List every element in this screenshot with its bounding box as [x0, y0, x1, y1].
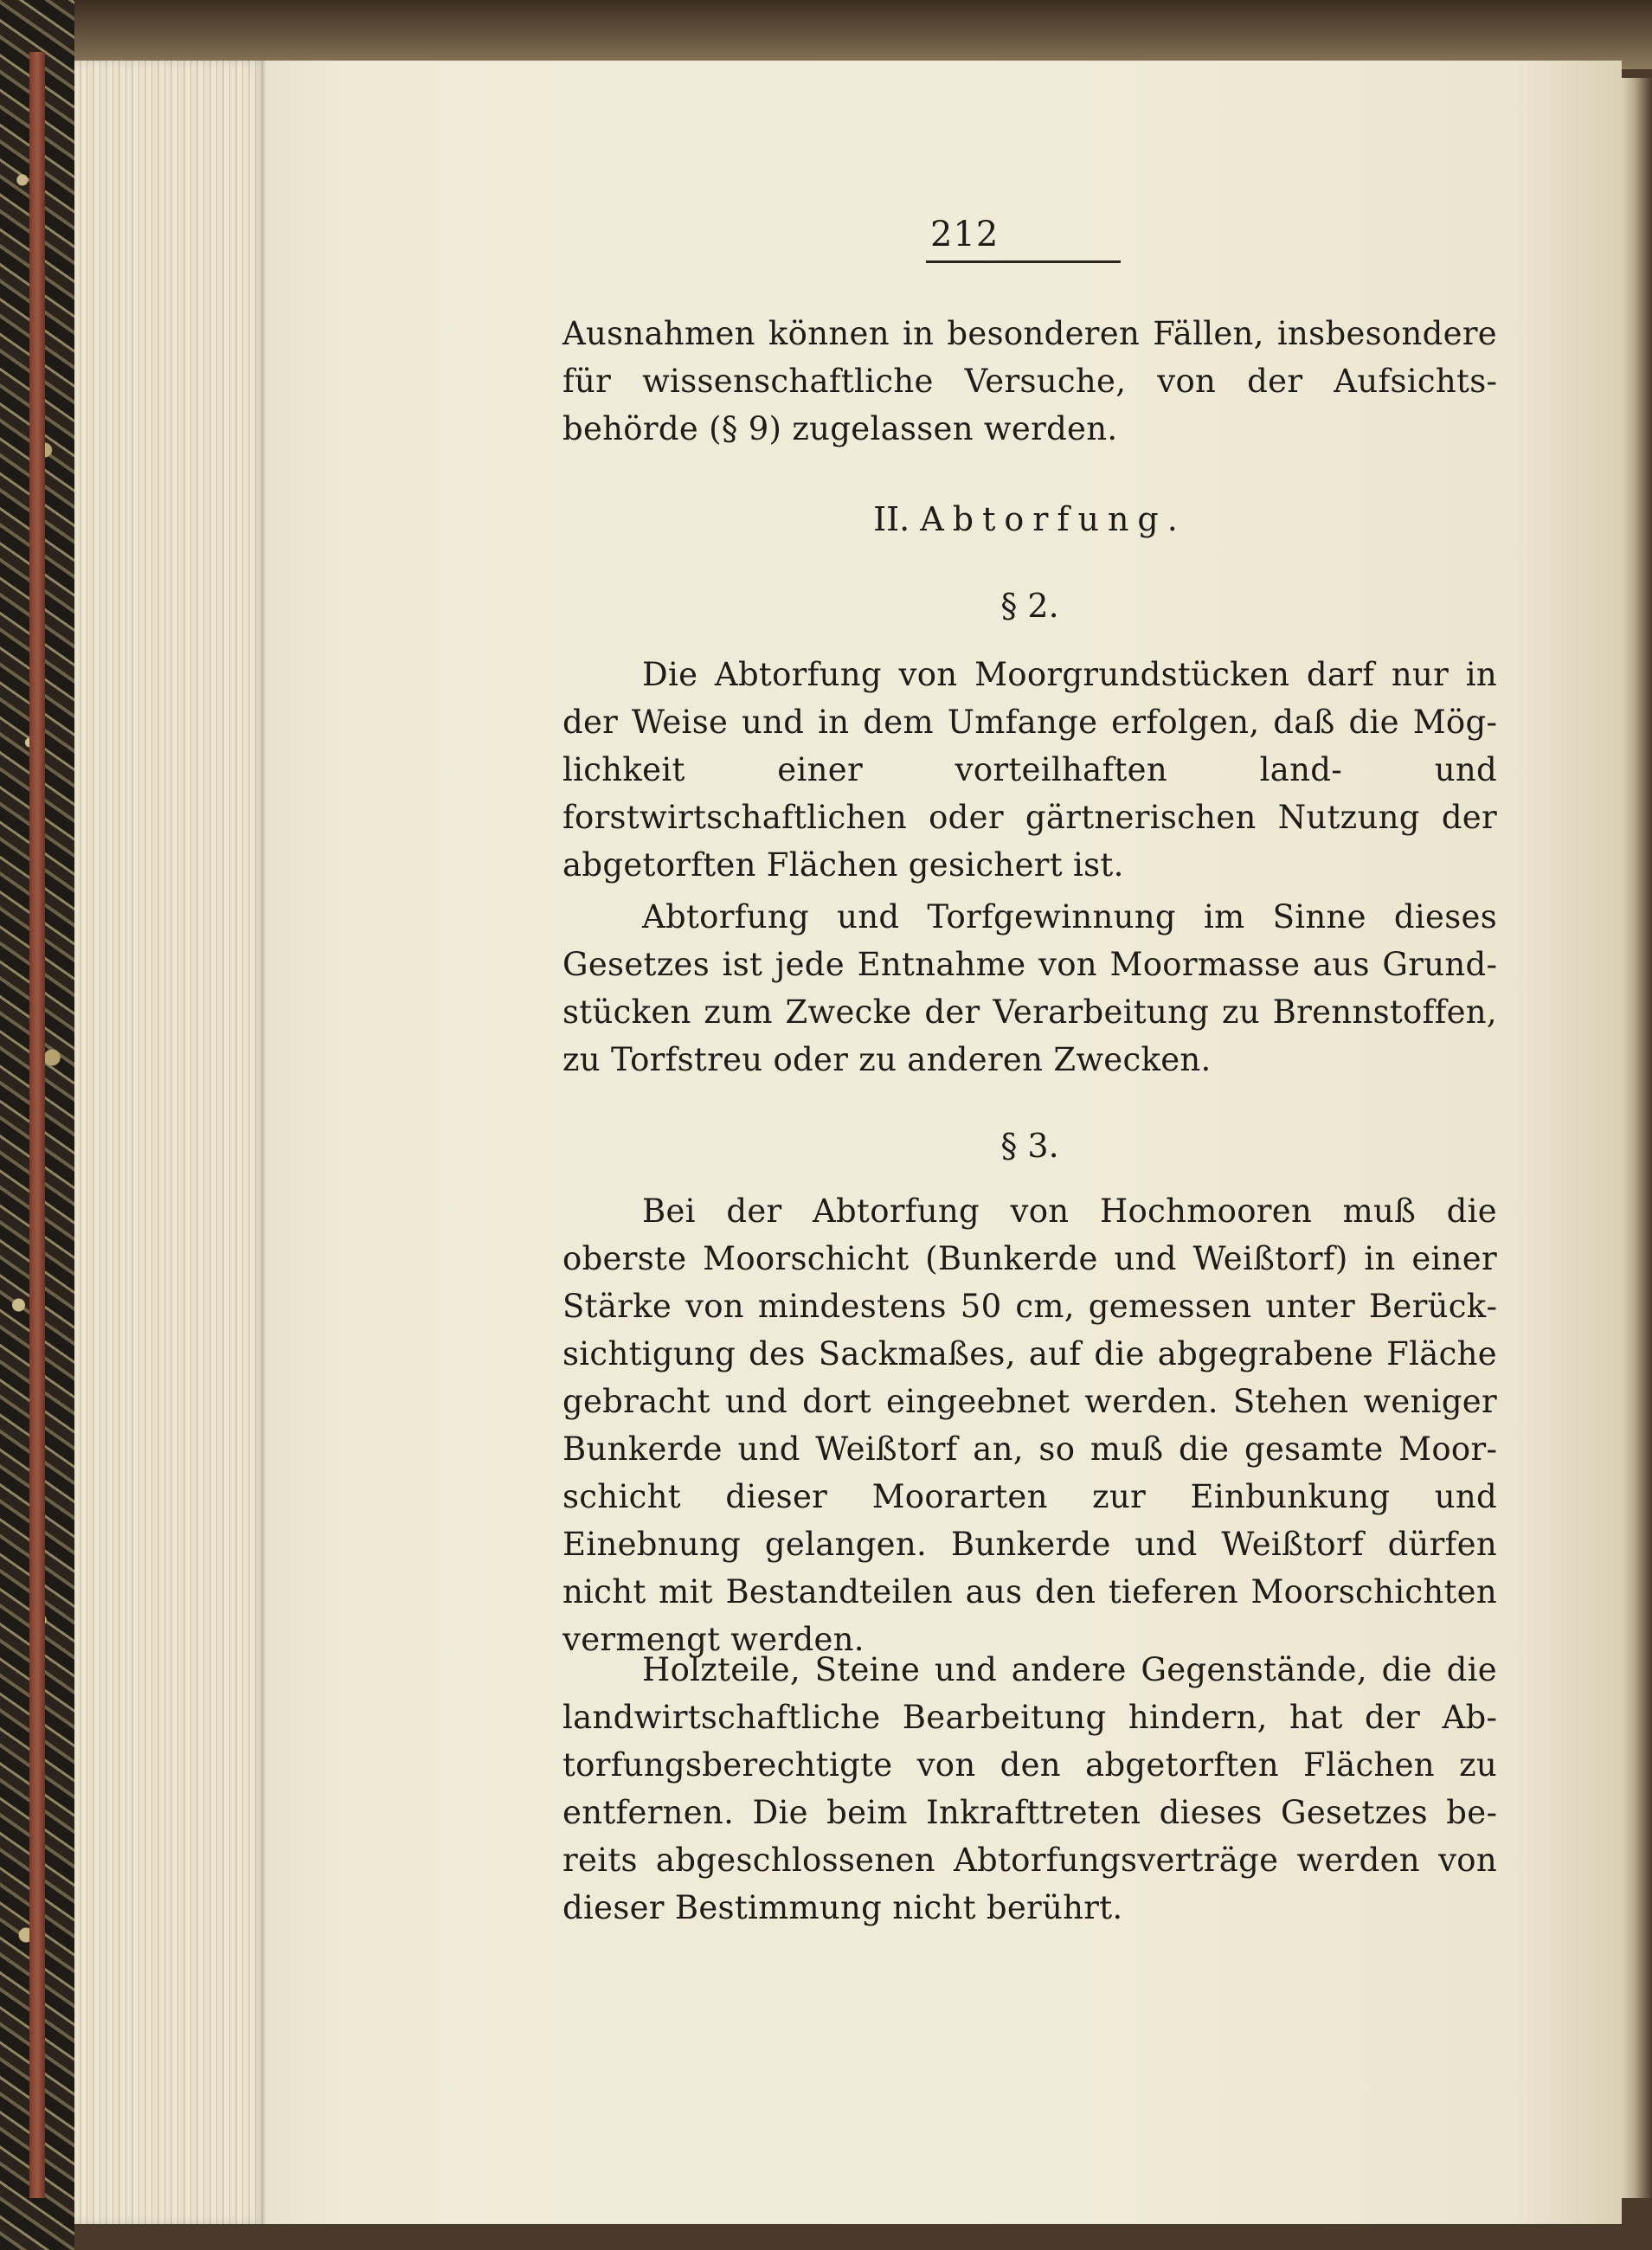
paragraph-2-title: § 2.	[1000, 587, 1059, 625]
paragraph-exceptions: Ausnahmen können in besonderen Fällen, insbesondere für wissenschaftliche Versuche, von der Aufsichtsbehörde (§ 9) zugelassen werden.	[562, 315, 1497, 447]
paragraph-3-text: Bei der Abtorfung von Hochmooren muß die oberste Moorschicht (Bunkerde und Weißtorf) in einer Stärke von mindestens 50 cm, gemessen unter Berücksichtigung des Sackmaßes, auf die abgegrabene Fläche gebracht und dort eingeebnet werden. Stehen weniger Bunkerde und Weißtorf an, so muß die gesamte Moorschicht dieser Moorarten zur Einbunkung und Einebnung gelangen. Bunkerde und Weißtorf dürfen nicht mit Bestandteilen aus den tieferen Moorschichten vermengt werden.	[562, 1192, 1497, 1658]
paragraph-2-definition: Abtorfung und Torfgewinnung im Sinne dieses Gesetzes ist jede Entnahme von Moormasse aus Grundstücken zum Zwecke der Verarbeitung zu Brennstoffen, zu Torfstreu oder zu anderen Zwecken.	[562, 898, 1497, 1078]
section-heading-number: II.	[873, 500, 910, 538]
right-page-edge	[1622, 78, 1652, 2198]
section-heading	[562, 500, 1497, 538]
paragraph-3-title: § 3.	[1000, 1127, 1059, 1165]
section-heading-title: Abtorfung.	[920, 500, 1186, 538]
page-number: 212	[930, 215, 1000, 254]
paragraph-2-text: Die Abtorfung von Moorgrundstücken darf nur in der Weise und in dem Umfange erfolgen, daß die Möglichkeit einer vorteilhaften land- und forstwirtschaftlichen oder gärtnerischen Nutzung der abgetorften Flächen gesichert ist.	[562, 656, 1497, 884]
book-top-edge	[52, 0, 1652, 69]
binding-leather-edge	[29, 52, 45, 2198]
paragraph-3-obstacles: Holzteile, Steine und andere Gegenstände, die die landwirtschaftliche Bearbeitung hindern, hat der Abtorfungsberechtigte von den abgetorften Flächen zu entfernen. Die beim Inkrafttreten dieses Gesetzes bereits abgeschlossenen Abtorfungsverträge werden von dieser Bestimmung nicht berührt.	[562, 1651, 1497, 1926]
page-number-rule	[926, 260, 1121, 263]
page-stack-edges	[74, 61, 265, 2224]
